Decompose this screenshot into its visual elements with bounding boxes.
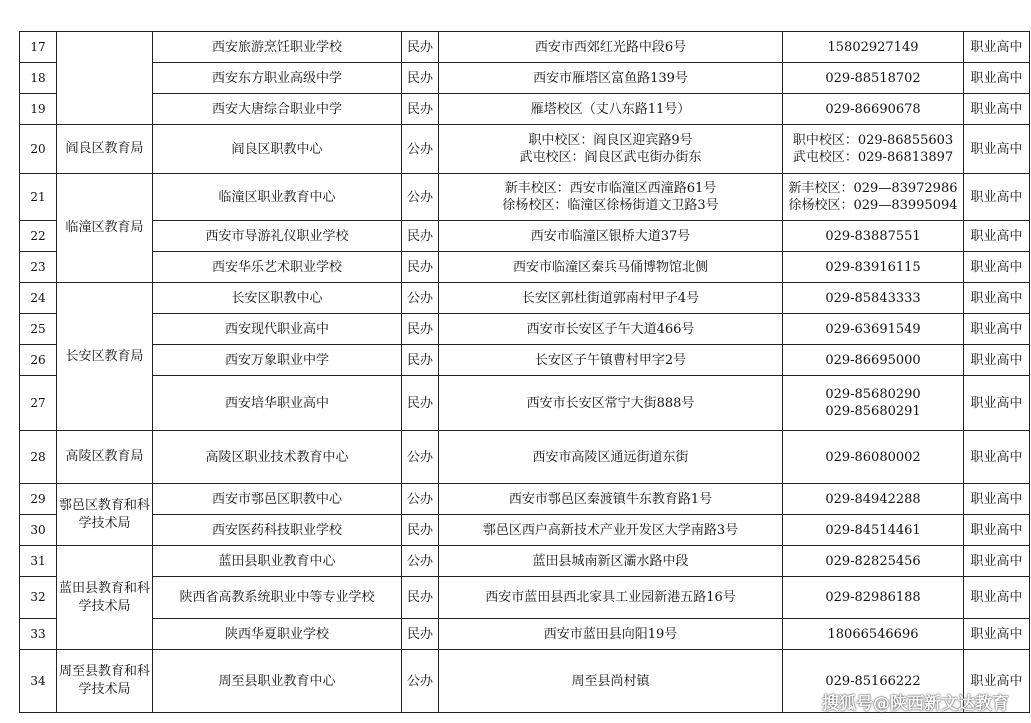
row-number: 25 (20, 314, 57, 345)
table-row (20, 125, 1030, 174)
row-number: 27 (20, 376, 57, 431)
row-number: 17 (20, 32, 57, 63)
address-cell (439, 63, 783, 94)
school-level: 职业高中 (964, 650, 1030, 713)
phone-cell (783, 577, 964, 619)
address-line: 西安市临潼区银桥大道37号 (530, 228, 691, 244)
address-cell (439, 376, 783, 431)
address-line: 西安市鄠邑区秦渡镇牛东教育路1号 (508, 491, 713, 507)
school-level: 职业高中 (964, 174, 1030, 221)
row-number: 22 (20, 221, 57, 252)
school-type: 民办 (402, 345, 439, 376)
address-cell (439, 283, 783, 314)
address-cell (439, 94, 783, 125)
address-line: 鄠邑区西户高新技术产业开发区大学南路3号 (482, 522, 739, 538)
school-type: 公办 (402, 431, 439, 484)
table-row (20, 221, 1030, 252)
school-level: 职业高中 (964, 94, 1030, 125)
row-number: 18 (20, 63, 57, 94)
table-row (20, 546, 1030, 577)
address-cell (439, 619, 783, 650)
phone-line: 029-63691549 (825, 321, 921, 337)
school-type: 民办 (402, 252, 439, 283)
school-level: 职业高中 (964, 546, 1030, 577)
school-level: 职业高中 (964, 431, 1030, 484)
school-name: 西安培华职业高中 (153, 376, 402, 431)
address-cell (439, 32, 783, 63)
school-level: 职业高中 (964, 125, 1030, 174)
phone-line: 18066546696 (827, 626, 919, 642)
school-level: 职业高中 (964, 515, 1030, 546)
row-number: 30 (20, 515, 57, 546)
address-cell (439, 174, 783, 221)
address-cell (439, 345, 783, 376)
phone-cell (783, 221, 964, 252)
school-level: 职业高中 (964, 376, 1030, 431)
phone-line: 029-84514461 (825, 522, 921, 538)
address-line: 西安市蓝田县向阳19号 (543, 626, 678, 642)
school-name: 阎良区职教中心 (153, 125, 402, 174)
school-type: 民办 (402, 376, 439, 431)
watermark: 搜狐号@陕西新文达教育 (822, 694, 1009, 714)
school-type: 民办 (402, 314, 439, 345)
authority-cell: 蓝田县教育和科学技术局 (57, 546, 153, 650)
row-number: 20 (20, 125, 57, 174)
school-name: 西安东方职业高级中学 (153, 63, 402, 94)
phone-line: 029-82986188 (825, 590, 921, 605)
school-level: 职业高中 (964, 283, 1030, 314)
school-name: 周至县职业教育中心 (153, 650, 402, 713)
phone-cell (783, 94, 964, 125)
row-number: 21 (20, 174, 57, 221)
row-number: 26 (20, 345, 57, 376)
school-level: 职业高中 (964, 63, 1030, 94)
phone-cell (783, 283, 964, 314)
phone-cell (783, 515, 964, 546)
address-line: 西安市高陵区通远街道东街 (532, 449, 689, 465)
school-name: 西安医药科技职业学校 (153, 515, 402, 546)
authority-cell: 长安区教育局 (57, 283, 153, 431)
phone-line: 029-86690678 (825, 101, 921, 117)
phone-line: 029-86080002 (825, 449, 921, 465)
authority-cell: 阎良区教育局 (57, 125, 153, 174)
school-type: 公办 (402, 125, 439, 174)
table-row (20, 314, 1030, 345)
address-line: 西安市蓝田县西北家具工业园新港五路16号 (485, 590, 736, 605)
address-line: 雁塔校区（丈八东路11号） (530, 101, 691, 117)
school-type: 公办 (402, 650, 439, 713)
address-line: 西安市西郊红光路中段6号 (534, 39, 687, 55)
address-cell (439, 221, 783, 252)
address-cell (439, 546, 783, 577)
school-type: 民办 (402, 577, 439, 619)
table-row (20, 619, 1030, 650)
table-row (20, 577, 1030, 619)
school-level: 职业高中 (964, 484, 1030, 515)
address-line: 长安区郭杜街道郭南村甲子4号 (521, 290, 700, 306)
row-number: 31 (20, 546, 57, 577)
phone-line: 029-85680290 (825, 387, 921, 402)
table-row (20, 376, 1030, 431)
school-type: 公办 (402, 546, 439, 577)
phone-cell (783, 125, 964, 174)
address-line: 西安市雁塔区富鱼路139号 (533, 70, 688, 86)
row-number: 28 (20, 431, 57, 484)
phone-line: 029-85680291 (825, 404, 921, 419)
phone-cell (783, 174, 964, 221)
phone-cell (783, 619, 964, 650)
school-name: 陕西省高教系统职业中等专业学校 (153, 577, 402, 619)
phone-cell (783, 314, 964, 345)
phone-line: 029-83887551 (825, 228, 921, 244)
school-level: 职业高中 (964, 577, 1030, 619)
phone-cell (783, 32, 964, 63)
row-number: 19 (20, 94, 57, 125)
address-line: 西安市长安区常宁大街888号 (526, 395, 695, 411)
school-name: 西安现代职业高中 (153, 314, 402, 345)
phone-line: 029-83916115 (825, 259, 921, 275)
phone-cell (783, 546, 964, 577)
table-row (20, 63, 1030, 94)
school-level: 职业高中 (964, 619, 1030, 650)
school-level: 职业高中 (964, 252, 1030, 283)
school-name: 蓝田县职业教育中心 (153, 546, 402, 577)
address-line: 西安市临潼区秦兵马俑博物馆北侧 (512, 259, 708, 275)
table-row (20, 515, 1030, 546)
school-type: 民办 (402, 94, 439, 125)
phone-line: 029-85166222 (825, 673, 921, 689)
phone-line: 029-85843333 (825, 290, 921, 306)
address-line: 新丰校区：西安市临潼区西潼路61号 (504, 181, 717, 196)
school-level: 职业高中 (964, 345, 1030, 376)
school-name: 西安市鄠邑区职教中心 (153, 484, 402, 515)
row-number: 23 (20, 252, 57, 283)
school-table-body (20, 32, 1030, 713)
address-line: 武屯校区：阎良区武屯街办街东 (519, 150, 702, 165)
school-name: 陕西华夏职业学校 (153, 619, 402, 650)
phone-line: 029-88518702 (825, 70, 921, 86)
school-type: 公办 (402, 283, 439, 314)
table-row (20, 32, 1030, 63)
school-type: 民办 (402, 221, 439, 252)
phone-cell (783, 376, 964, 431)
school-name: 长安区职教中心 (153, 283, 402, 314)
phone-line: 029-86695000 (825, 352, 921, 368)
address-line: 徐杨校区：临潼区徐杨街道文卫路3号 (502, 198, 719, 213)
address-cell (439, 577, 783, 619)
phone-cell (783, 63, 964, 94)
school-type: 公办 (402, 174, 439, 221)
school-name: 西安万象职业中学 (153, 345, 402, 376)
phone-line: 徐杨校区：029—83995094 (788, 198, 958, 213)
phone-cell (783, 484, 964, 515)
address-line: 西安市长安区子午大道466号 (526, 321, 695, 337)
table-row (20, 345, 1030, 376)
address-line: 长安区子午镇曹村甲字2号 (534, 352, 687, 368)
school-name: 西安大唐综合职业中学 (153, 94, 402, 125)
address-cell (439, 252, 783, 283)
table-row (20, 252, 1030, 283)
phone-line: 职中校区：029-86855603 (792, 133, 954, 148)
phone-line: 15802927149 (827, 39, 919, 55)
row-number: 34 (20, 650, 57, 713)
school-name: 临潼区职业教育中心 (153, 174, 402, 221)
school-name: 西安华乐艺术职业学校 (153, 252, 402, 283)
address-cell (439, 650, 783, 713)
address-line: 蓝田县城南新区灞水路中段 (532, 553, 689, 569)
address-cell (439, 431, 783, 484)
authority-cell: 周至县教育和科学技术局 (57, 650, 153, 713)
school-table-container (19, 31, 1029, 713)
address-line: 周至县尚村镇 (571, 673, 650, 689)
authority-cell: 鄠邑区教育和科学技术局 (57, 484, 153, 546)
school-level: 职业高中 (964, 32, 1030, 63)
table-row (20, 283, 1030, 314)
address-cell (439, 125, 783, 174)
school-type: 民办 (402, 515, 439, 546)
table-row (20, 94, 1030, 125)
school-level: 职业高中 (964, 314, 1030, 345)
phone-cell (783, 252, 964, 283)
school-type: 民办 (402, 619, 439, 650)
school-level: 职业高中 (964, 221, 1030, 252)
authority-cell: 临潼区教育局 (57, 174, 153, 283)
school-type: 民办 (402, 63, 439, 94)
row-number: 33 (20, 619, 57, 650)
phone-line: 武屯校区：029-86813897 (792, 150, 954, 165)
table-row (20, 431, 1030, 484)
table-row (20, 484, 1030, 515)
school-name: 西安旅游烹饪职业学校 (153, 32, 402, 63)
row-number: 29 (20, 484, 57, 515)
table-row (20, 174, 1030, 221)
phone-cell (783, 431, 964, 484)
row-number: 32 (20, 577, 57, 619)
school-table (19, 31, 1030, 713)
school-name: 高陵区职业技术教育中心 (153, 431, 402, 484)
school-type: 民办 (402, 32, 439, 63)
address-line: 职中校区：阎良区迎宾路9号 (528, 133, 693, 148)
address-cell (439, 484, 783, 515)
school-name: 西安市导游礼仪职业学校 (153, 221, 402, 252)
phone-cell (783, 345, 964, 376)
school-type: 公办 (402, 484, 439, 515)
row-number: 24 (20, 283, 57, 314)
address-cell (439, 314, 783, 345)
phone-line: 029-84942288 (825, 491, 921, 507)
authority-cell (57, 32, 153, 125)
phone-line: 新丰校区：029—83972986 (788, 181, 958, 196)
phone-line: 029-82825456 (825, 553, 921, 569)
authority-cell: 高陵区教育局 (57, 431, 153, 484)
address-cell (439, 515, 783, 546)
